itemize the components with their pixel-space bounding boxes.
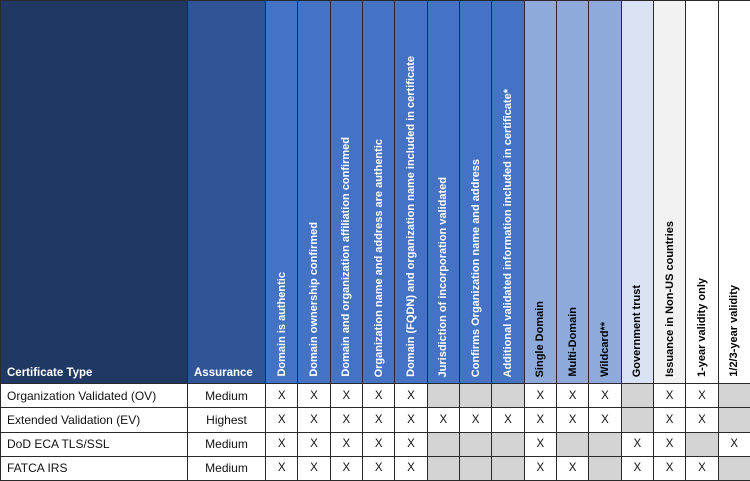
- column-header: [492, 1, 524, 384]
- column-header-label: Domain ownership confirmed: [307, 222, 320, 377]
- column-header-label: 1-year validity only: [695, 277, 708, 377]
- empty-cell: [427, 432, 459, 456]
- column-header-label: Issuance in Non-US countries: [663, 221, 676, 377]
- check-cell: X: [395, 408, 427, 432]
- column-header: [556, 1, 588, 384]
- check-cell: X: [266, 408, 298, 432]
- column-header: [298, 1, 330, 384]
- table-body: [1, 384, 750, 481]
- certificate-type-cell: FATCA IRS: [1, 456, 188, 480]
- empty-cell: [459, 432, 491, 456]
- empty-cell: [427, 384, 459, 408]
- check-cell: X: [266, 384, 298, 408]
- column-header: [718, 1, 750, 384]
- empty-cell: [718, 408, 750, 432]
- check-cell: X: [395, 432, 427, 456]
- empty-cell: [718, 384, 750, 408]
- column-header-label: Domain is authentic: [275, 272, 288, 377]
- column-header: [266, 1, 298, 384]
- column-header-label: Confirms Organization name and address: [469, 158, 482, 377]
- certificate-type-cell: DoD ECA TLS/SSL: [1, 432, 188, 456]
- check-cell: X: [266, 456, 298, 480]
- empty-cell: [589, 456, 621, 480]
- empty-cell: [492, 432, 524, 456]
- column-header-label: Domain (FQDN) and organization name included in certificate: [404, 56, 417, 377]
- empty-cell: [589, 432, 621, 456]
- check-cell: X: [362, 408, 394, 432]
- check-cell: X: [362, 432, 394, 456]
- column-header-label: Jurisdiction of incorporation validated: [437, 176, 450, 377]
- header-row: [1, 1, 750, 384]
- empty-cell: [459, 456, 491, 480]
- empty-cell: [718, 456, 750, 480]
- check-cell: X: [686, 456, 718, 480]
- check-cell: X: [298, 456, 330, 480]
- column-header: [427, 1, 459, 384]
- column-header: [362, 1, 394, 384]
- empty-cell: [621, 384, 653, 408]
- check-cell: X: [459, 408, 491, 432]
- column-header: [653, 1, 685, 384]
- certificate-type-header: Certificate Type: [1, 1, 188, 384]
- column-header-label: Single Domain: [534, 300, 547, 377]
- table-row: [1, 384, 750, 408]
- check-cell: X: [556, 456, 588, 480]
- assurance-cell: Medium: [188, 384, 266, 408]
- check-cell: X: [330, 408, 362, 432]
- column-header-label: Organization name and address are authentic: [372, 138, 385, 377]
- empty-cell: [556, 432, 588, 456]
- column-header: [621, 1, 653, 384]
- check-cell: X: [330, 384, 362, 408]
- check-cell: X: [653, 408, 685, 432]
- column-header: [330, 1, 362, 384]
- assurance-cell: Medium: [188, 456, 266, 480]
- column-header: [395, 1, 427, 384]
- check-cell: X: [362, 384, 394, 408]
- check-cell: X: [556, 408, 588, 432]
- check-cell: X: [395, 456, 427, 480]
- empty-cell: [492, 456, 524, 480]
- check-cell: X: [395, 384, 427, 408]
- column-header-label: Additional validated information included in certificate*: [501, 88, 514, 377]
- check-cell: X: [653, 432, 685, 456]
- column-header-label: Domain and organization affiliation confirmed: [340, 137, 353, 377]
- column-header-label: Wildcard**: [598, 322, 611, 377]
- check-cell: X: [653, 384, 685, 408]
- empty-cell: [686, 432, 718, 456]
- table-row: [1, 408, 750, 432]
- certificate-type-cell: Extended Validation (EV): [1, 408, 188, 432]
- column-header: [589, 1, 621, 384]
- check-cell: X: [330, 456, 362, 480]
- certificate-type-cell: Organization Validated (OV): [1, 384, 188, 408]
- check-cell: X: [524, 384, 556, 408]
- check-cell: X: [266, 432, 298, 456]
- check-cell: X: [298, 432, 330, 456]
- check-cell: X: [362, 456, 394, 480]
- check-cell: X: [589, 408, 621, 432]
- assurance-header: Assurance: [188, 1, 266, 384]
- check-cell: X: [718, 432, 750, 456]
- check-cell: X: [621, 432, 653, 456]
- check-cell: X: [589, 384, 621, 408]
- column-header-label: Multi-Domain: [566, 307, 579, 377]
- assurance-cell: Medium: [188, 432, 266, 456]
- check-cell: X: [330, 432, 362, 456]
- column-header-label: Government trust: [631, 284, 644, 377]
- table-row: [1, 432, 750, 456]
- check-cell: X: [298, 384, 330, 408]
- check-cell: X: [653, 456, 685, 480]
- empty-cell: [492, 384, 524, 408]
- check-cell: X: [524, 432, 556, 456]
- column-header: [459, 1, 491, 384]
- check-cell: X: [556, 384, 588, 408]
- column-header-label: 1/2/3-year validity: [728, 285, 741, 377]
- check-cell: X: [524, 456, 556, 480]
- column-header: [524, 1, 556, 384]
- empty-cell: [459, 384, 491, 408]
- empty-cell: [621, 408, 653, 432]
- table-row: [1, 456, 750, 480]
- check-cell: X: [686, 384, 718, 408]
- check-cell: X: [621, 456, 653, 480]
- check-cell: X: [524, 408, 556, 432]
- check-cell: X: [492, 408, 524, 432]
- check-cell: X: [427, 408, 459, 432]
- column-header: [686, 1, 718, 384]
- empty-cell: [427, 456, 459, 480]
- assurance-cell: Highest: [188, 408, 266, 432]
- check-cell: X: [686, 408, 718, 432]
- check-cell: X: [298, 408, 330, 432]
